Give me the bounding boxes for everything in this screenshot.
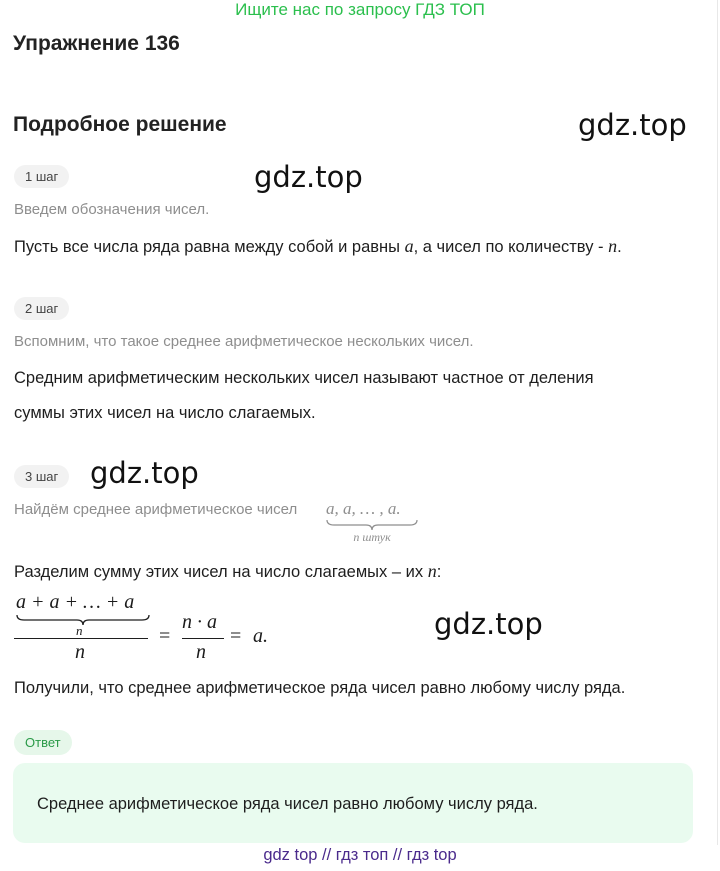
step-3-text [14, 561, 441, 582]
sequence-under-label: n штук [353, 530, 391, 544]
watermark: gdz.top [578, 108, 687, 142]
sequence-underbrace [326, 499, 418, 545]
step-1 [14, 165, 69, 188]
step-1-text-a: Пусть все числа ряда равна между собой и равны [14, 238, 405, 256]
watermark: gdz.top [434, 607, 543, 641]
var-a: a [404, 236, 414, 256]
var-n: n [427, 561, 437, 581]
page-right-border [717, 0, 718, 845]
watermark: gdz.top [254, 160, 363, 194]
step-2-hint: Вспомним, что такое среднее арифметическое нескольких чисел. [14, 333, 474, 350]
step-3-text-b: : [436, 563, 442, 581]
step-1-text [14, 236, 622, 257]
step-3-conclusion: Получили, что среднее арифметическое ряда чисел равно любому числу ряда. [14, 679, 626, 697]
watermark: gdz.top [90, 456, 199, 490]
step-1-hint: Введем обозначения чисел. [14, 201, 210, 218]
formula-den: n [75, 641, 85, 663]
formula-result: a. [253, 625, 268, 647]
formula [14, 591, 294, 665]
answer-label [14, 730, 72, 755]
answer-badge: Ответ [14, 730, 72, 755]
formula-sum: a + a + … + a [16, 591, 135, 613]
step-1-badge: 1 шаг [14, 165, 69, 188]
step-2 [14, 297, 69, 320]
fraction-bar-2 [182, 638, 224, 639]
footer-links[interactable]: gdz top // гдз топ // гдз top [263, 846, 457, 864]
formula-eq-2: = [230, 625, 242, 647]
step-3-badge: 3 шаг [14, 465, 69, 488]
step-3-text-a: Разделим сумму этих чисел на число слагаемых – их [14, 563, 428, 581]
step-1-text-c: . [617, 238, 622, 256]
step-3 [14, 465, 69, 488]
step-2-line-1: Средним арифметическим нескольких чисел называют частное от деления [14, 369, 594, 387]
solution-title: Подробное решение [13, 113, 227, 136]
formula-num-2: n · a [182, 611, 217, 633]
exercise-title: Упражнение 136 [13, 32, 180, 55]
var-n: n [608, 236, 618, 256]
formula-sum-under: n [76, 623, 83, 638]
step-2-line-2: суммы этих чисел на число слагаемых. [14, 404, 316, 422]
formula-den-2: n [196, 641, 206, 663]
answer-text: Среднее арифметическое ряда чисел равно любому числу ряда. [37, 795, 538, 813]
search-banner: Ищите нас по запросу ГДЗ ТОП [235, 0, 485, 19]
step-3-hint: Найдём среднее арифметическое чисел [14, 501, 298, 518]
fraction-bar [14, 638, 148, 639]
step-1-text-b: , а чисел по количеству - [413, 238, 609, 256]
sequence-text: a, a, … , a. [326, 499, 401, 518]
formula-underbrace-icon [16, 615, 150, 625]
step-2-badge: 2 шаг [14, 297, 69, 320]
formula-eq-1: = [159, 625, 171, 647]
